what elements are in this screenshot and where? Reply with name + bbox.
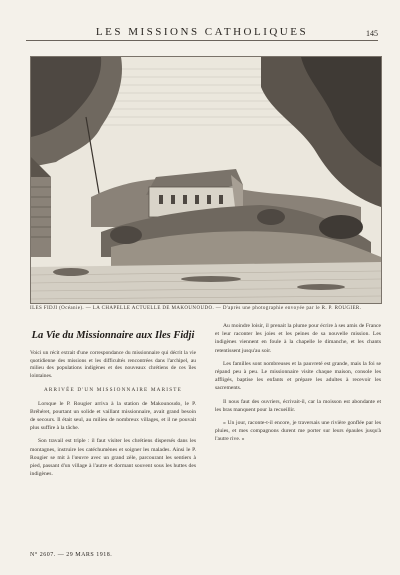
publication-title: LES MISSIONS CATHOLIQUES	[95, 26, 309, 38]
left-column	[30, 322, 196, 483]
chapel-engraving	[30, 56, 382, 304]
right-column	[215, 322, 381, 449]
chapel-engraving-art	[31, 57, 381, 303]
figure-caption: ILES FIDJI (Océanie). — LA CHAPELLE ACTUELLE DE MAKOUNOUDO. — D'après une photographie envoyée par le R. P. ROUGIER.	[30, 306, 362, 311]
paragraph: « Un jour, raconte-t-il encore, je traversais une rivière gonflée par les pluies, et mes compagnons durent me porter sur leurs épaules jusqu'à l'autre rive. »	[215, 420, 381, 443]
paragraph: Au moindre loisir, il prenait la plume pour écrire à ses amis de France et leur raconter les joies et les peines de sa nouvelle mission. Les indigènes viennent en foule à la chapelle le dimanche, et les chants retentissent jusqu'au soir.	[215, 323, 381, 354]
running-head	[26, 24, 378, 38]
article-title: La Vie du Missionnaire aux Iles Fidji	[31, 330, 195, 341]
paragraph: Son travail est triple : il faut visiter les chrétiens dispersés dans les montagnes, instruire les catéchumènes et soigner les malades. Ainsi le P. Rougier se mit à l'œuvre avec un grand zèle, parcourant les sentiers à pied, passant d'un village à l'autre et dormant souvent sous les huttes des indigènes.	[30, 438, 196, 478]
issue-footer: N° 2607. — 29 MARS 1918.	[30, 552, 113, 558]
paragraph: Les familles sont nombreuses et la pauvreté est grande, mais la foi se répand peu à peu. Le missionnaire visite chaque maison, console les affligés, baptise les enfants et prépare les adultes à recevoir les sacrements.	[215, 360, 381, 392]
header-rule	[26, 40, 378, 41]
section-heading: ARRIVÉE D'UN MISSIONNAIRE MARISTE	[43, 387, 183, 394]
article-intro: Voici un récit extrait d'une correspondance du missionnaire qui décrit la vie quotidienne des missions et les difficultés rencontrées dans l'archipel, au milieu des populations indigènes et des nouveaux chrétiens de ces îles lointaines.	[30, 350, 196, 379]
paragraph: Il nous faut des ouvriers, écrivait-il, car la moisson est abondante et les bras manquent pour la recueillir.	[215, 398, 381, 413]
page-number: 145	[366, 29, 378, 38]
paragraph: Lorsque le P. Rougier arriva à la station de Makounoudo, le P. Bréhéret, pourtant un solide et vaillant missionnaire, avait grand besoin de secours. Il était seul, au milieu de nombreux villages, et il ne pouvait plus suffire à la tâche.	[30, 400, 196, 432]
